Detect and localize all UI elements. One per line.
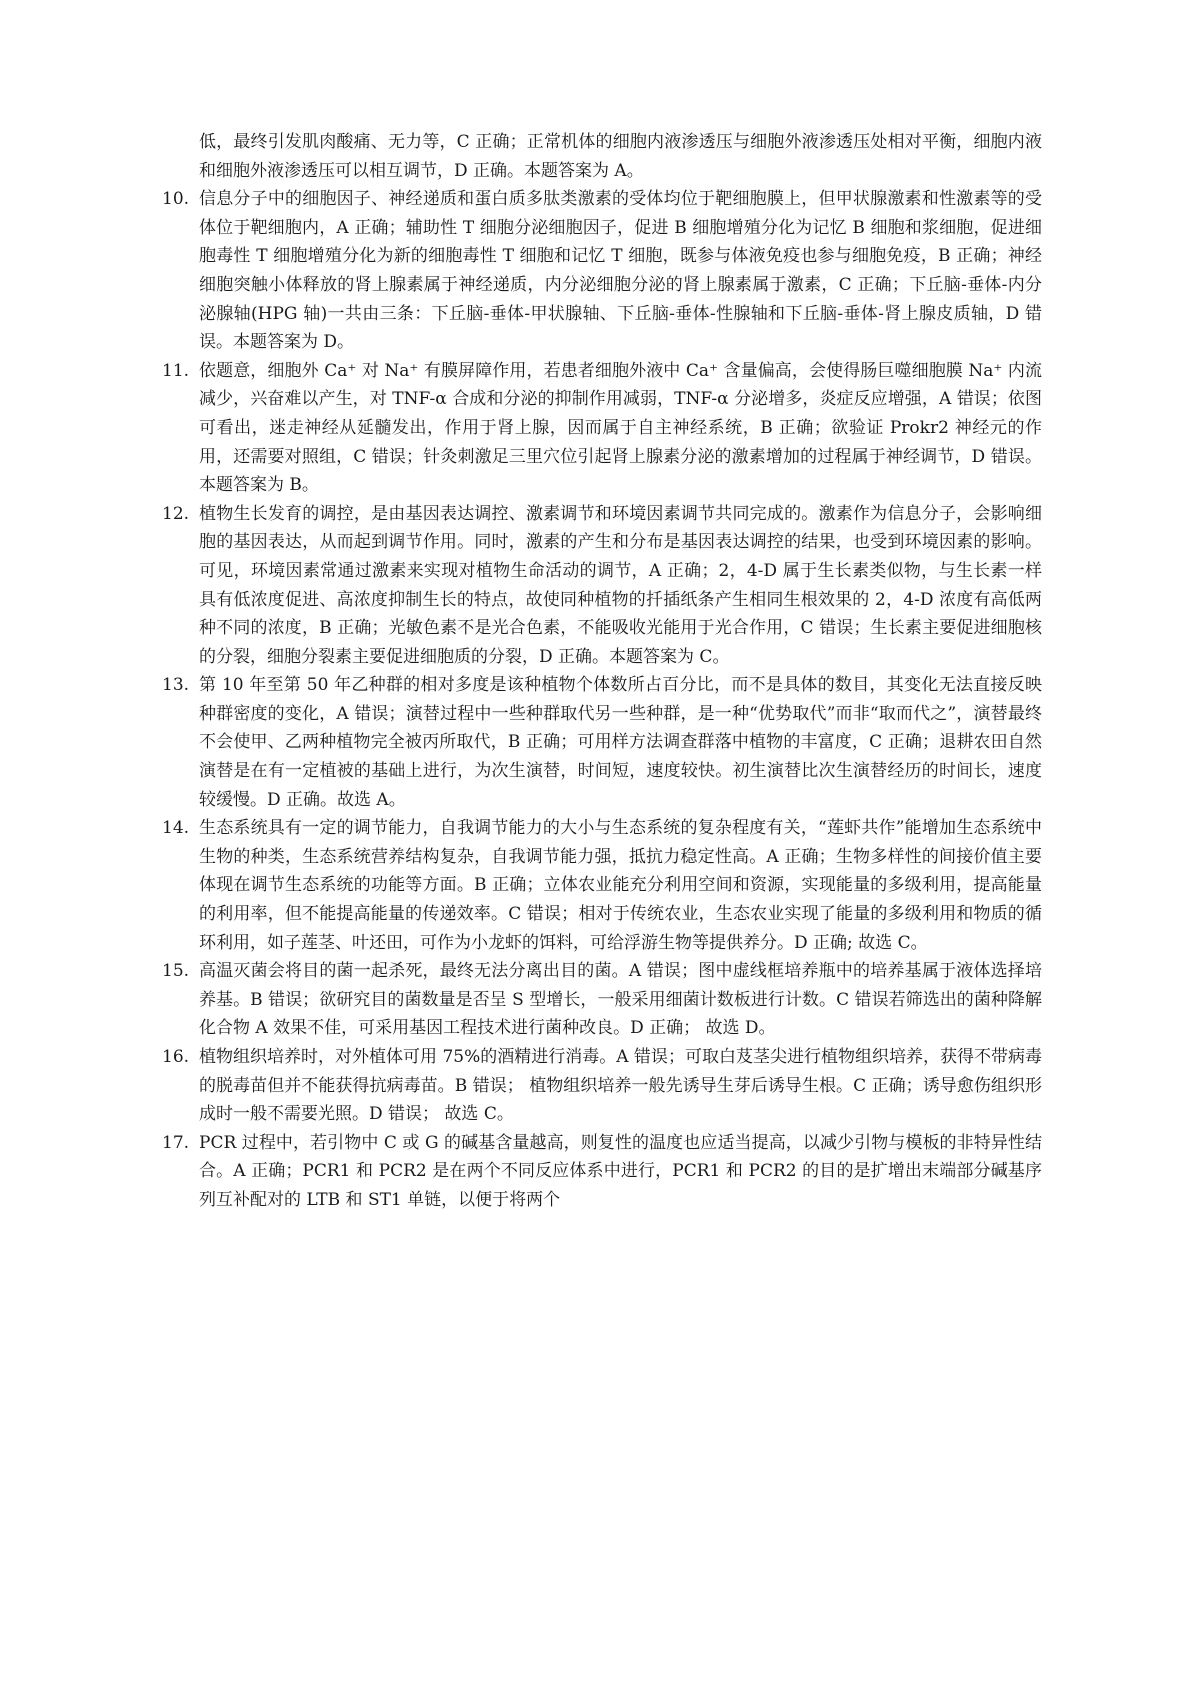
item-number: 15. xyxy=(162,961,190,982)
item-text: 生态系统具有一定的调节能力，自我调节能力的大小与生态系统的复杂程度有关，“莲虾共作”能增加生态系统中生物的种类，生态系统营养结构复杂，自我调节能力强，抵抗力稳定性高。A 正确；生物多样性的间接价值主要体现在调节生态系统的功能等方面。B 正确；立体农业能充分利用空间和资源，实现能量的多级利用，提高能量的利用率，但不能提高能量的传递效率。C 错误；相对于传统农业，生态农业实现了能量的多级利用和物质的循环利用，如子莲茎、叶还田，可作为小龙虾的饵料，可给浮游生物等提供养分。D 正确; 故选 C。 xyxy=(199,818,1042,953)
answer-item-10 xyxy=(162,185,1042,357)
item-text: 植物组织培养时，对外植体可用 75%的酒精进行消毒。A 错误；可取白芨茎尖进行植物组织培养，获得不带病毒的脱毒苗但并不能获得抗病毒苗。B 错误； 植物组织培养一般先诱导生芽后诱导生根。C 正确；诱导愈伤组织形成时一般不需要光照。D 错误； 故选 C。 xyxy=(199,1047,1042,1125)
item-text: 第 10 年至第 50 年乙种群的相对多度是该种植物个体数所占百分比，而不是具体的数目，其变化无法直接反映种群密度的变化，A 错误；演替过程中一些种群取代另一些种群，是一种“优势取代”而非“取而代之”，演替最终不会使甲、乙两种植物完全被丙所取代，B 正确；可用样方法调查群落中植物的丰富度，C 正确；退耕农田自然演替是在有一定植被的基础上进行，为次生演替，时间短，速度较快。初生演替比次生演替经历的时间长，速度较缓慢。D 正确。故选 A。 xyxy=(199,675,1042,810)
answer-item-16 xyxy=(162,1043,1042,1129)
answer-item-12 xyxy=(162,500,1042,672)
item-number: 14. xyxy=(162,818,190,839)
item-number: 13. xyxy=(162,675,190,696)
item-text: 植物生长发育的调控，是由基因表达调控、激素调节和环境因素调节共同完成的。激素作为信息分子，会影响细胞的基因表达，从而起到调节作用。同时，激素的产生和分布是基因表达调控的结果，也受到环境因素的影响。可见，环境因素常通过激素来实现对植物生命活动的调节，A 正确；2，4-D 属于生长素类似物，与生长素一样具有低浓度促进、高浓度抑制生长的特点，故使同种植物的扦插纸条产生相同生根效果的 2，4-D 浓度有高低两种不同的浓度，B 正确；光敏色素不是光合色素，不能吸收光能用于光合作用，C 错误；生长素主要促进细胞核的分裂，细胞分裂素主要促进细胞质的分裂，D 正确。本题答案为 C。 xyxy=(199,503,1042,667)
item-text: 高温灭菌会将目的菌一起杀死，最终无法分离出目的菌。A 错误；图中虚线框培养瓶中的培养基属于液体选择培养基。B 错误；欲研究目的菌数量是否呈 S 型增长，一般采用细菌计数板进行计数。C 错误若筛选出的菌种降解化合物 A 效果不佳，可采用基因工程技术进行菌种改良。D 正确； 故选 D。 xyxy=(199,961,1042,1039)
answer-item-14 xyxy=(162,814,1042,957)
item-text: 依题意，细胞外 Ca⁺ 对 Na⁺ 有膜屏障作用，若患者细胞外液中 Ca⁺ 含量偏高，会使得肠巨噬细胞膜 Na⁺ 内流减少，兴奋难以产生，对 TNF-α 合成和分泌的抑制作用减弱，TNF-α 分泌增多，炎症反应增强，A 错误；依图可看出，迷走神经从延髓发出，作用于肾上腺，因而属于自主神经系统，B 正确；欲验证 Prokr2 神经元的作用，还需要对照组，C 错误；针灸刺激足三里穴位引起肾上腺素分泌的激素增加的过程属于神经调节，D 错误。本题答案为 B。 xyxy=(199,360,1042,496)
answer-item-15 xyxy=(162,957,1042,1043)
item-number: 11. xyxy=(162,360,190,381)
item-number: 17. xyxy=(162,1132,190,1153)
item-number: 12. xyxy=(162,503,190,524)
item-text: 信息分子中的细胞因子、神经递质和蛋白质多肽类激素的受体均位于靶细胞膜上，但甲状腺激素和性激素等的受体位于靶细胞内，A 正确；辅助性 T 细胞分泌细胞因子，促进 B 细胞增殖分化为记忆 B 细胞和浆细胞，促进细胞毒性 T 细胞增殖分化为新的细胞毒性 T 细胞和记忆 T 细胞，既参与体液免疫也参与细胞免疫，B 正确；神经细胞突触小体释放的肾上腺素属于神经递质，内分泌细胞分泌的肾上腺素属于激素，C 正确；下丘脑-垂体-内分泌腺轴(HPG 轴)一共由三条：下丘脑-垂体-甲状腺轴、下丘脑-垂体-性腺轴和下丘脑-垂体-肾上腺皮质轴，D 错误。本题答案为 D。 xyxy=(199,189,1042,353)
answer-item-17 xyxy=(162,1129,1042,1215)
item-number: 16. xyxy=(162,1047,190,1067)
item-number: 10. xyxy=(162,189,190,210)
answer-item-11 xyxy=(162,357,1042,500)
continuation-text: 低，最终引发肌肉酸痛、无力等，C 正确；正常机体的细胞内液渗透压与细胞外液渗透压处相对平衡，细胞内液和细胞外液渗透压可以相互调节，D 正确。本题答案为 A。 xyxy=(199,132,1042,181)
item-text: PCR 过程中，若引物中 C 或 G 的碱基含量越高，则复性的温度也应适当提高，以减少引物与模板的非特异性结合。A 正确；PCR1 和 PCR2 是在两个不同反应体系中进行，PCR1 和 PCR2 的目的是扩增出末端部分碱基序列互补配对的 LTB 和 ST1 单链，以便于将两个 xyxy=(199,1132,1042,1210)
answer-item-13 xyxy=(162,671,1042,814)
answer-page xyxy=(162,128,1042,1215)
